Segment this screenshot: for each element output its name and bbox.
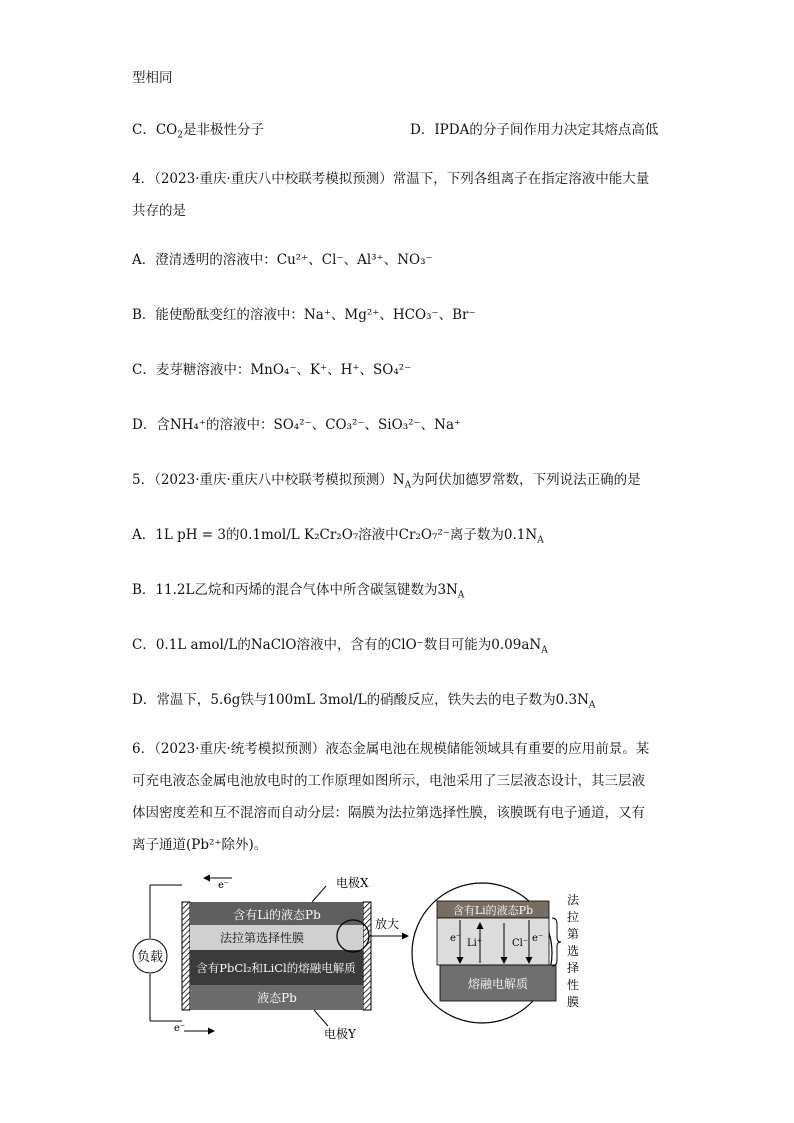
layer3-label: 含有PbCl₂和LiCl的熔融电解质: [196, 961, 356, 975]
q6-stem-line4: 离子通道(Pb²⁺除外)。: [132, 837, 268, 853]
membrane-char-4: 选: [567, 944, 580, 958]
zoom-bottom-label: 熔融电解质: [467, 977, 529, 991]
q5-option-d: D．常温下，5.6g铁与100mL 3mol/L的硝酸反应，铁失去的电子数为$0.3N_A$: [132, 692, 596, 711]
q4-option-a: A．澄清透明的溶液中：Cu²⁺、Cl⁻、Al³⁺、NO₃⁻: [132, 252, 433, 268]
membrane-char-3: 第: [567, 927, 580, 941]
electrode-y-label: 电极Y: [324, 1027, 356, 1041]
q4-option-c: C．麦芽糖溶液中：MnO₄⁻、K⁺、H⁺、SO₄²⁻: [132, 362, 412, 378]
membrane-char-7: 膜: [567, 995, 580, 1009]
q4-option-b: B．能使酚酞变红的溶液中：Na⁺、Mg²⁺、HCO₃⁻、Br⁻: [132, 307, 476, 323]
q6-stem-line3: 体因密度差和互不混溶而自动分层：隔膜为法拉第选择性膜，该膜既有电子通道，又有: [132, 805, 645, 821]
q6-stem-line1: 6．（2023·重庆·统考模拟预测）液态金属电池在规模储能领域具有重要的应用前景。某: [132, 741, 650, 757]
q4-stem-line1: 4．（2023·重庆·重庆八中校联考模拟预测）常温下，下列各组离子在指定溶液中能大量: [132, 171, 650, 187]
electron-label-top: e⁻: [218, 880, 230, 891]
membrane-char-5: 择: [567, 961, 580, 975]
electron-label-bottom: e⁻: [174, 1023, 186, 1034]
zoom-li-label: Li⁺: [467, 938, 483, 949]
membrane-brace: [552, 918, 561, 966]
q5-option-a: A．1L pH = 3的0.1mol/L K₂Cr₂O₇溶液中Cr₂O₇²⁻离子数为$0.1N_A$: [132, 527, 544, 546]
q5-option-b: B．11.2L乙烷和丙烯的混合气体中所含碳氢键数为$3N_A$: [132, 582, 465, 601]
membrane-char-1: 法: [567, 893, 580, 907]
q4-option-d: D．含NH₄⁺的溶液中：SO₄²⁻、CO₃²⁻、SiO₃²⁻、Na⁺: [132, 417, 462, 433]
electrode-x-label: 电极X: [336, 876, 369, 890]
q3-option-c: C．$CO_2$是非极性分子: [132, 122, 264, 141]
battery-diagram: [132, 868, 592, 1048]
layer2-label: 法拉第选择性膜: [219, 931, 305, 945]
magnify-label: 放大: [375, 917, 400, 931]
zoom-e-left-label: e⁻: [450, 933, 462, 944]
text-line: 型相同: [132, 70, 173, 86]
q6-stem-line2: 可充电液态金属电池放电时的工作原理如图所示，电池采用了三层液态设计，其三层液: [132, 773, 645, 789]
electrode-right: [363, 902, 371, 1010]
q5-stem: 5．（2023·重庆·重庆八中校联考模拟预测）$N_A$为阿伏加德罗常数，下列说法正确的是: [132, 472, 641, 491]
q5-option-c: C．0.1L amol/L的NaClO溶液中，含有的ClO⁻数目可能为$0.09aN_A$: [132, 637, 548, 656]
membrane-char-6: 性: [567, 978, 580, 992]
layer1-label: 含有Li的液态Pb: [233, 908, 321, 922]
q4-stem-line2: 共存的是: [132, 203, 186, 219]
load-label: 负载: [136, 950, 164, 965]
q3-option-d: D．IPDA的分子间作用力决定其熔点高低: [410, 122, 659, 138]
electrode-left: [182, 902, 190, 1010]
zoom-cl-label: Cl⁻: [512, 938, 529, 949]
membrane-char-2: 拉: [567, 910, 580, 924]
zoom-e-right-label: e⁻: [532, 933, 544, 944]
layer4-label: 液态Pb: [257, 991, 297, 1005]
zoom-top-label: 含有Li的液态Pb: [452, 904, 534, 917]
